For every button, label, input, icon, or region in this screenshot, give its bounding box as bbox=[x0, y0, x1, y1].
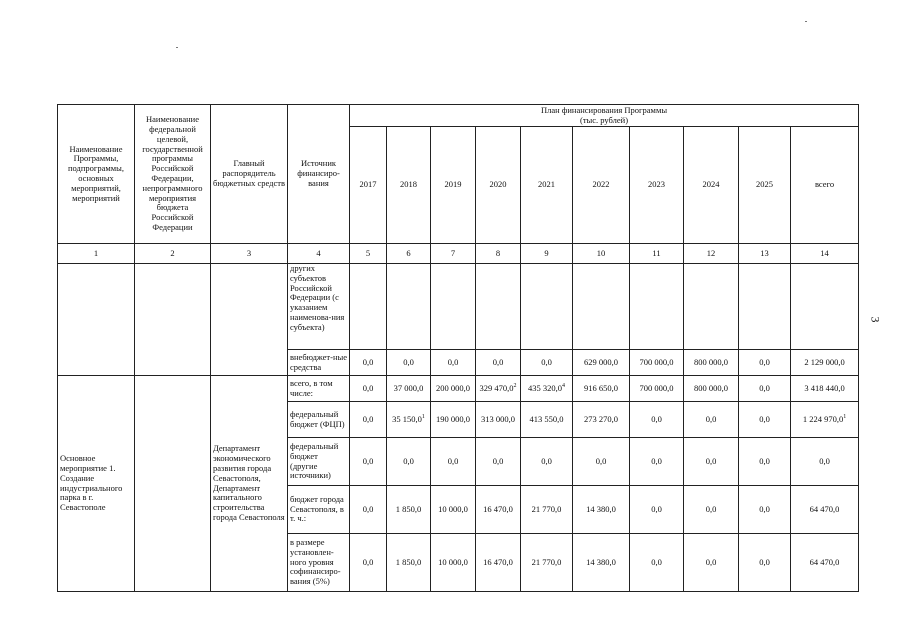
column-number-row bbox=[58, 244, 859, 264]
empty-cell bbox=[630, 264, 684, 350]
value-cell: 800 000,0 bbox=[684, 376, 739, 402]
year-cell: 2021 bbox=[521, 127, 573, 244]
col-number: 3 bbox=[211, 244, 288, 264]
value-cell: 800 000,0 bbox=[684, 350, 739, 376]
value-cell: 0,0 bbox=[431, 350, 476, 376]
value-cell: 0,0 bbox=[630, 402, 684, 438]
value-cell: 1 850,0 bbox=[387, 534, 431, 592]
measure-name: Основное мероприятие 1. Создание индустриального парка в г. Севастополе bbox=[58, 376, 135, 592]
footnote-mark: 1 bbox=[843, 413, 847, 420]
value-cell: 435 320,0$^4$ bbox=[521, 376, 573, 402]
col-number: 13 bbox=[739, 244, 791, 264]
value-cell-total: 0,0 bbox=[791, 438, 859, 486]
value-cell: 200 000,0 bbox=[431, 376, 476, 402]
value-cell: 0,0 bbox=[350, 376, 387, 402]
empty-cell bbox=[58, 264, 135, 376]
value-cell: 0,0 bbox=[573, 438, 630, 486]
value-cell: 629 000,0 bbox=[573, 350, 630, 376]
value-cell: 0,0 bbox=[684, 438, 739, 486]
value-cell: 37 000,0 bbox=[387, 376, 431, 402]
value-cell: 700 000,0 bbox=[630, 376, 684, 402]
col-number: 8 bbox=[476, 244, 521, 264]
source-label: внебюджет-ные средства bbox=[288, 350, 350, 376]
value-cell: 14 380,0 bbox=[573, 534, 630, 592]
value-cell: 916 650,0 bbox=[573, 376, 630, 402]
value-cell-total: 2 129 000,0 bbox=[791, 350, 859, 376]
value-cell: 0,0 bbox=[739, 534, 791, 592]
value-cell: 0,0 bbox=[387, 350, 431, 376]
empty-cell bbox=[739, 264, 791, 350]
plan-title: План финансирования Программы bbox=[541, 104, 668, 115]
table-row-other-subjects bbox=[58, 264, 859, 350]
plan-units: (тыс. рублей) bbox=[580, 114, 629, 125]
value-cell: 0,0 bbox=[630, 438, 684, 486]
col-number: 12 bbox=[684, 244, 739, 264]
value-cell: 0,0 bbox=[350, 350, 387, 376]
value-cell: 413 550,0 bbox=[521, 402, 573, 438]
value-cell: 0,0 bbox=[630, 534, 684, 592]
value-cell-total: 3 418 440,0 bbox=[791, 376, 859, 402]
financing-plan-table bbox=[57, 104, 859, 592]
value-cell: 35 150,0$^1$ bbox=[387, 402, 431, 438]
scan-speck bbox=[176, 47, 178, 48]
empty-cell bbox=[387, 264, 431, 350]
value-cell: 1 850,0 bbox=[387, 486, 431, 534]
empty-cell bbox=[573, 264, 630, 350]
value-cell: 0,0 bbox=[739, 402, 791, 438]
value-cell: 273 270,0 bbox=[573, 402, 630, 438]
source-label: бюджет города Севастополя, в т. ч.: bbox=[288, 486, 350, 534]
empty-cell bbox=[211, 264, 288, 376]
empty-cell bbox=[135, 264, 211, 376]
table-row-measure-total bbox=[58, 376, 859, 402]
value-cell: 0,0 bbox=[476, 438, 521, 486]
value-cell: 0,0 bbox=[350, 438, 387, 486]
year-cell: 2025 bbox=[739, 127, 791, 244]
year-cell: 2017 bbox=[350, 127, 387, 244]
footnote-mark: 2 bbox=[513, 382, 517, 389]
empty-cell bbox=[791, 264, 859, 350]
value-cell: 21 770,0 bbox=[521, 534, 573, 592]
source-label: в размере установлен-ного уровня софинансиро-вания (5%) bbox=[288, 534, 350, 592]
page-number: 3 bbox=[868, 316, 883, 323]
year-cell: 2018 bbox=[387, 127, 431, 244]
value-cell: 0,0 bbox=[387, 438, 431, 486]
col-number: 11 bbox=[630, 244, 684, 264]
year-cell: 2022 bbox=[573, 127, 630, 244]
value-cell: 0,0 bbox=[521, 350, 573, 376]
value-cell: 10 000,0 bbox=[431, 486, 476, 534]
col-number: 6 bbox=[387, 244, 431, 264]
year-cell-total: всего bbox=[791, 127, 859, 244]
value-cell: 190 000,0 bbox=[431, 402, 476, 438]
value-cell: 0,0 bbox=[684, 534, 739, 592]
value-cell: 0,0 bbox=[684, 402, 739, 438]
value-cell: 16 470,0 bbox=[476, 534, 521, 592]
source-label: всего, в том числе: bbox=[288, 376, 350, 402]
header-row bbox=[58, 105, 859, 127]
source-label: федеральный бюджет (другие источники) bbox=[288, 438, 350, 486]
value-cell: 0,0 bbox=[521, 438, 573, 486]
value-cell: 0,0 bbox=[739, 486, 791, 534]
value-cell: 16 470,0 bbox=[476, 486, 521, 534]
col-number: 7 bbox=[431, 244, 476, 264]
year-cell: 2023 bbox=[630, 127, 684, 244]
value-cell: 21 770,0 bbox=[521, 486, 573, 534]
value-cell: 313 000,0 bbox=[476, 402, 521, 438]
value-cell-total: 64 470,0 bbox=[791, 486, 859, 534]
footnote-mark: 4 bbox=[562, 382, 565, 389]
col-number: 14 bbox=[791, 244, 859, 264]
empty-cell bbox=[684, 264, 739, 350]
header-plan bbox=[350, 105, 859, 127]
value-cell: 0,0 bbox=[350, 486, 387, 534]
value-cell: 0,0 bbox=[476, 350, 521, 376]
value-cell: 0,0 bbox=[350, 534, 387, 592]
header-program-name: Наименование Программы, подпрограммы, основных мероприятий, мероприятий bbox=[58, 105, 135, 244]
col-number: 5 bbox=[350, 244, 387, 264]
value-cell: 329 470,0$^2$ bbox=[476, 376, 521, 402]
value-cell: 700 000,0 bbox=[630, 350, 684, 376]
source-label: федеральный бюджет (ФЦП) bbox=[288, 402, 350, 438]
value-cell-total: 1 224 970,0$^1$ bbox=[791, 402, 859, 438]
value-cell: 0,0 bbox=[739, 350, 791, 376]
value-cell: 0,0 bbox=[431, 438, 476, 486]
empty-cell bbox=[135, 376, 211, 592]
value-cell: 0,0 bbox=[684, 486, 739, 534]
year-cell: 2020 bbox=[476, 127, 521, 244]
col-number: 4 bbox=[288, 244, 350, 264]
empty-cell bbox=[350, 264, 387, 350]
value-cell: 14 380,0 bbox=[573, 486, 630, 534]
value-cell: 0,0 bbox=[350, 402, 387, 438]
header-federal-program: Наименование федеральной целевой, государственной программы Российской Федерации, непрограммного мероприятия бюджета Российской Федерации bbox=[135, 105, 211, 244]
col-number: 9 bbox=[521, 244, 573, 264]
header-budget-manager: Главный распорядитель бюджетных средств bbox=[211, 105, 288, 244]
value-cell: 10 000,0 bbox=[431, 534, 476, 592]
value-cell: 0,0 bbox=[630, 486, 684, 534]
col-number: 10 bbox=[573, 244, 630, 264]
value-cell: 0,0 bbox=[739, 438, 791, 486]
header-funding-source: Источник финансиро-вания bbox=[288, 105, 350, 244]
col-number: 1 bbox=[58, 244, 135, 264]
footnote-mark: 1 bbox=[421, 413, 425, 420]
empty-cell bbox=[476, 264, 521, 350]
scan-speck bbox=[805, 21, 807, 22]
value-cell-total: 64 470,0 bbox=[791, 534, 859, 592]
empty-cell bbox=[521, 264, 573, 350]
measure-manager: Департамент экономического развития города Севастополя, Департамент капитального строительства города Севастополя bbox=[211, 376, 288, 592]
value-cell: 0,0 bbox=[739, 376, 791, 402]
source-label: других субъектов Российской Федерации (с указанием наименова-ния субъекта) bbox=[288, 264, 350, 350]
year-cell: 2019 bbox=[431, 127, 476, 244]
year-cell: 2024 bbox=[684, 127, 739, 244]
empty-cell bbox=[431, 264, 476, 350]
col-number: 2 bbox=[135, 244, 211, 264]
